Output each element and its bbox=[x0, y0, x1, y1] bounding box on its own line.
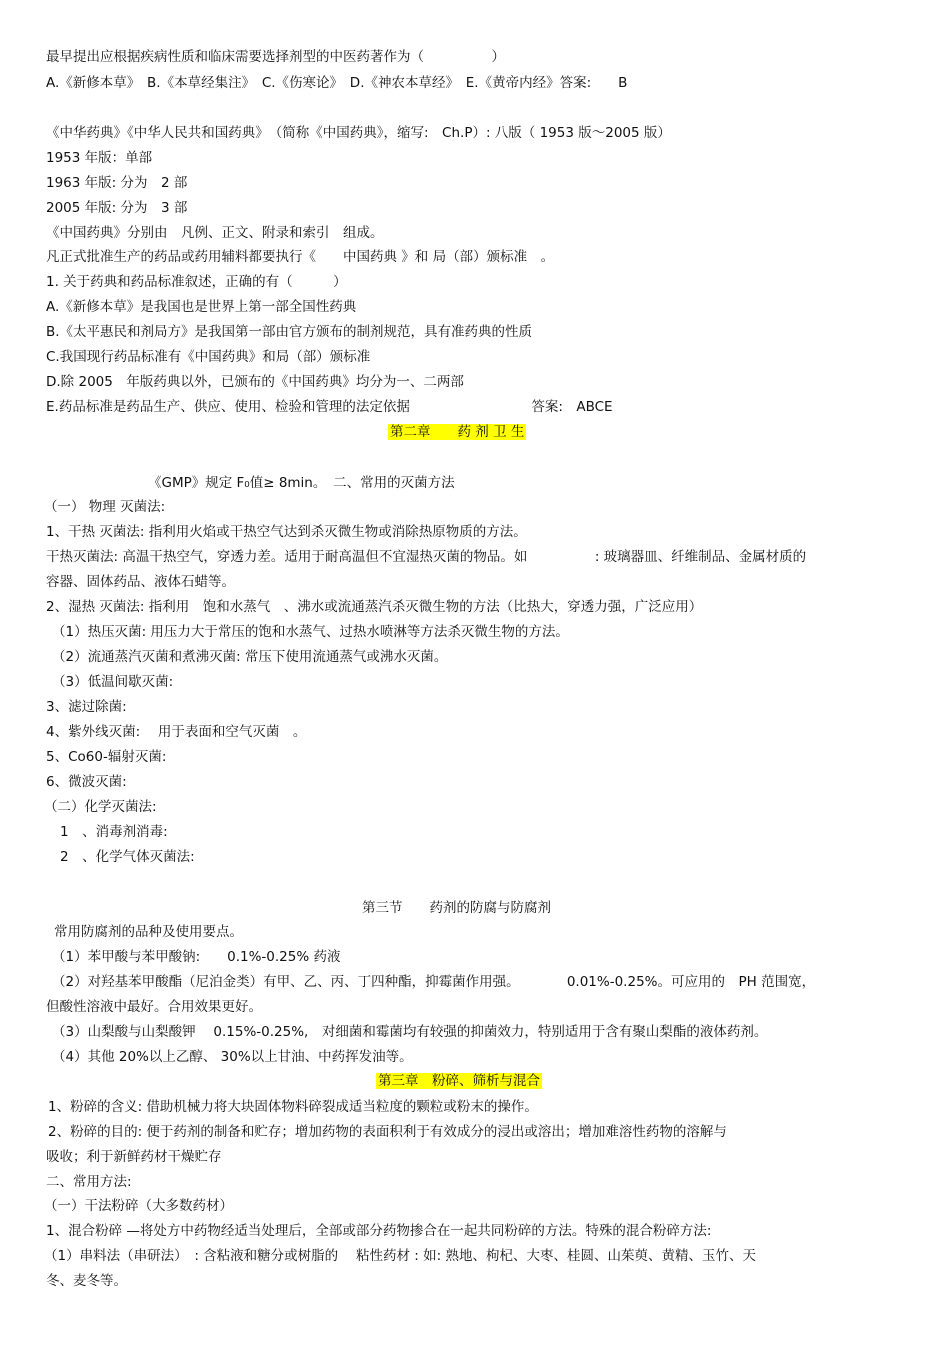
text-line: 1 、消毒剂消毒: bbox=[60, 824, 168, 840]
subheading: （一）干法粉碎（大多数药材） bbox=[44, 1198, 233, 1214]
text-line: 常用防腐剂的品种及使用要点。 bbox=[54, 924, 243, 940]
text-line: 3、滤过除菌: bbox=[46, 699, 127, 715]
text-line: 容器、固体药品、液体石蜡等。 bbox=[46, 574, 235, 590]
text-line: （4）其他 20%以上乙醇、 30%以上甘油、中药挥发油等。 bbox=[52, 1049, 413, 1065]
chapter-3-title: 第三章 粉碎、筛析与混合 bbox=[378, 1073, 540, 1089]
text-line: 1953 年版：单部 bbox=[46, 150, 153, 166]
text-line: 2、粉碎的目的: 便于药剂的制备和贮存；增加药物的表面积利于有效成分的浸出或溶出；增加难溶性药物的溶解与 bbox=[48, 1124, 727, 1140]
text-line: 干热灭菌法: 高温干热空气，穿透力差。适用于耐高温但不宜湿热灭菌的物品。如 : 玻璃器皿、纤维制品、金属材质的 bbox=[46, 549, 807, 565]
text-line: （2）对羟基苯甲酸酯（尼泊金类）有甲、乙、丙、丁四种酯，抑霉菌作用强。 0.01%-0.25%。可应用的 PH 范围宽， bbox=[52, 974, 816, 990]
text-line: 1、粉碎的含义: 借助机械力将大块固体物料碎裂成适当粒度的颗粒或粉末的操作。 bbox=[48, 1099, 538, 1115]
text-line: 吸收；利于新鲜药材干燥贮存 bbox=[46, 1149, 222, 1165]
option-b: B.《太平惠民和剂局方》是我国第一部由官方颁布的制剂规范，具有准药典的性质 bbox=[46, 324, 533, 340]
section-heading: 第三节 药剂的防腐与防腐剂 bbox=[362, 900, 551, 916]
pharmacopoeia-line: 《中华药典》《中华人民共和国药典》 （简称《中国药典》，缩写: Ch.P）: 八版（ 1953 版～2005 版） bbox=[46, 125, 671, 141]
subheading: （二）化学灭菌法: bbox=[44, 799, 157, 815]
text-line: 4、紫外线灭菌: 用于表面和空气灭菌 。 bbox=[46, 724, 307, 740]
subheading: （一） 物理 灭菌法: bbox=[44, 499, 166, 515]
text-line: 2005 年版: 分为 3 部 bbox=[46, 200, 188, 216]
chapter-heading bbox=[388, 423, 526, 441]
text-line: （3）低温间歇灭菌: bbox=[52, 674, 174, 690]
chapter-heading bbox=[376, 1072, 542, 1090]
text-line: （2）流通蒸汽灭菌和煮沸灭菌: 常压下使用流通蒸气或沸水灭菌。 bbox=[52, 649, 448, 665]
text-line: 凡正式批准生产的药品或药用辅料都要执行《 中国药典 》和 局（部）颁标准 。 bbox=[46, 249, 555, 265]
text-line: 《中国药典》分别由 凡例、正文、附录和索引 组成。 bbox=[46, 225, 384, 241]
chapter-2-title: 第二章 药 剂 卫 生 bbox=[390, 424, 525, 440]
text-line: 2 、化学气体灭菌法: bbox=[60, 849, 195, 865]
gmp-line: 《GMP》规定 F₀值≥ 8min。 二、常用的灭菌方法 bbox=[148, 475, 455, 491]
text-line: 冬、麦冬等。 bbox=[46, 1273, 127, 1289]
text-line: 1、干热 灭菌法: 指利用火焰或干热空气达到杀灭微生物或消除热原物质的方法。 bbox=[46, 524, 527, 540]
text-line: 6、微波灭菌: bbox=[46, 774, 127, 790]
option-c: C.我国现行药品标准有《中国药典》和局（部）颁标准 bbox=[46, 349, 371, 365]
text-line: 但酸性溶液中最好。合用效果更好。 bbox=[46, 999, 262, 1015]
answer-options: A.《新修本草》 B.《本草经集注》 C.《伤寒论》 D.《神农本草经》 E.《黄帝内经》答案: B bbox=[46, 75, 628, 91]
question-text: 1. 关于药典和药品标准叙述，正确的有（ ） bbox=[46, 274, 347, 290]
text-line: （1）热压灭菌: 用压力大于常压的饱和水蒸气、过热水喷淋等方法杀灭微生物的方法。 bbox=[52, 624, 569, 640]
text-line: 1963 年版: 分为 2 部 bbox=[46, 175, 188, 191]
text-line: （3）山梨酸与山梨酸钾 0.15%-0.25%, 对细菌和霉菌均有较强的抑菌效力，特别适用于含有聚山梨酯的液体药剂。 bbox=[52, 1024, 768, 1040]
question-text: 最早提出应根据疾病性质和临床需要选择剂型的中医药著作为（ ） bbox=[46, 49, 505, 65]
text-line: 5、Co60-辐射灭菌: bbox=[46, 749, 167, 765]
text-line: 2、湿热 灭菌法: 指利用 饱和水蒸气 、沸水或流通蒸汽杀灭微生物的方法（比热大，穿透力强，广泛应用） bbox=[46, 599, 703, 615]
text-line: 二、常用方法: bbox=[46, 1174, 132, 1190]
text-line: （1）苯甲酸与苯甲酸钠: 0.1%-0.25% 药液 bbox=[52, 949, 341, 965]
option-d: D.除 2005 年版药典以外，已颁布的《中国药典》均分为一、二两部 bbox=[46, 374, 464, 390]
text-line: （1）串料法（串研法） : 含粘液和糖分或树脂的 粘性药材 : 如: 熟地、枸杞、大枣、桂圆、山茱萸、黄精、玉竹、天 bbox=[44, 1248, 756, 1264]
option-a: A.《新修本草》是我国也是世界上第一部全国性药典 bbox=[46, 299, 357, 315]
option-e: E.药品标准是药品生产、供应、使用、检验和管理的法定依据 答案: ABCE bbox=[46, 399, 613, 415]
text-line: 1、混合粉碎 —将处方中药物经适当处理后，全部或部分药物掺合在一起共同粉碎的方法。特殊的混合粉碎方法: bbox=[46, 1223, 712, 1239]
